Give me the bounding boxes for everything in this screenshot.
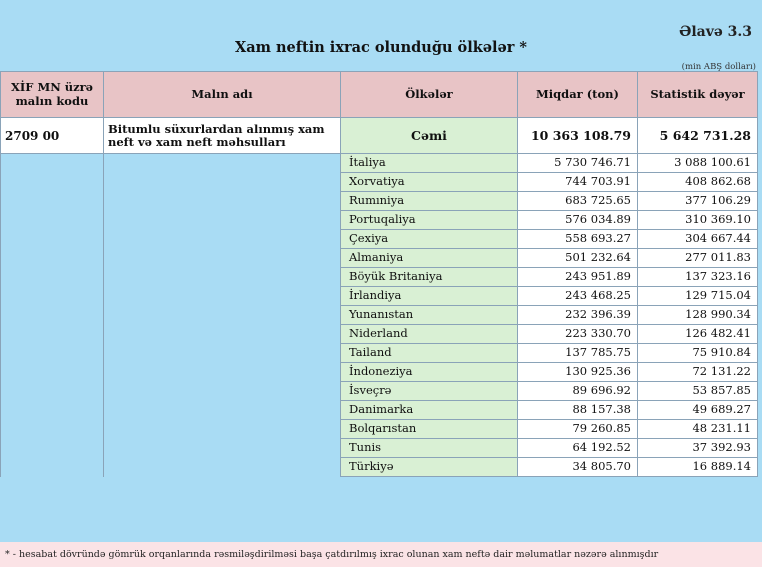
total-quantity: 10 363 108.79	[518, 118, 638, 154]
value-cell: 49 689.27	[638, 401, 758, 420]
value-cell: 37 392.93	[638, 439, 758, 458]
country-cell: Danimarka	[341, 401, 518, 420]
table-row	[1, 154, 758, 173]
empty-name-cell	[104, 268, 341, 287]
country-cell: Çexiya	[341, 230, 518, 249]
quantity-cell: 744 703.91	[518, 173, 638, 192]
quantity-cell: 243 468.25	[518, 287, 638, 306]
country-cell: Tailand	[341, 344, 518, 363]
value-cell: 72 131.22	[638, 363, 758, 382]
country-cell: Niderland	[341, 325, 518, 344]
table-row	[1, 268, 758, 287]
unit-note: (min ABŞ dolları)	[681, 62, 756, 72]
country-cell: Tunis	[341, 439, 518, 458]
value-cell: 128 990.34	[638, 306, 758, 325]
page-title: Xam neftin ixrac olunduğu ölkələr *	[234, 39, 528, 56]
value-cell: 126 482.41	[638, 325, 758, 344]
country-cell: Rumıniya	[341, 192, 518, 211]
value-cell: 3 088 100.61	[638, 154, 758, 173]
table-header-row	[1, 72, 758, 118]
table-row	[1, 306, 758, 325]
value-cell: 129 715.04	[638, 287, 758, 306]
value-cell: 408 862.68	[638, 173, 758, 192]
country-cell: Xorvatiya	[341, 173, 518, 192]
empty-code-cell	[1, 439, 104, 458]
empty-code-cell	[1, 325, 104, 344]
empty-name-cell	[104, 363, 341, 382]
value-cell: 48 231.11	[638, 420, 758, 439]
quantity-cell: 34 805.70	[518, 458, 638, 477]
appendix-label: Əlavə 3.3	[679, 24, 752, 40]
quantity-cell: 232 396.39	[518, 306, 638, 325]
quantity-cell: 88 157.38	[518, 401, 638, 420]
empty-name-cell	[104, 173, 341, 192]
header-quantity: Miqdar (ton)	[518, 72, 638, 118]
table-row	[1, 192, 758, 211]
table-row	[1, 211, 758, 230]
footnote: * - hesabat dövründə gömrük orqanlarında rəsmiləşdirilməsi başa çatdırılmış ixrac olunan xam neftə dair məlumatlar nəzərə alınmışdır	[0, 542, 762, 567]
value-cell: 310 369.10	[638, 211, 758, 230]
table-row	[1, 420, 758, 439]
empty-code-cell	[1, 173, 104, 192]
quantity-cell: 558 693.27	[518, 230, 638, 249]
quantity-cell: 683 725.65	[518, 192, 638, 211]
table-row	[1, 363, 758, 382]
quantity-cell: 501 232.64	[518, 249, 638, 268]
header-name: Malın adı	[104, 72, 341, 118]
empty-name-cell	[104, 287, 341, 306]
header-code: XİF MN üzrə malın kodu	[1, 72, 104, 118]
empty-code-cell	[1, 154, 104, 173]
quantity-cell: 137 785.75	[518, 344, 638, 363]
quantity-cell: 64 192.52	[518, 439, 638, 458]
quantity-cell: 79 260.85	[518, 420, 638, 439]
empty-code-cell	[1, 211, 104, 230]
empty-name-cell	[104, 458, 341, 477]
quantity-cell: 576 034.89	[518, 211, 638, 230]
empty-name-cell	[104, 401, 341, 420]
empty-code-cell	[1, 401, 104, 420]
empty-code-cell	[1, 249, 104, 268]
header-value: Statistik dəyər	[638, 72, 758, 118]
empty-code-cell	[1, 458, 104, 477]
table-row	[1, 230, 758, 249]
country-cell: İtaliya	[341, 154, 518, 173]
total-label: Cəmi	[341, 118, 518, 154]
product-code: 2709 00	[1, 118, 104, 154]
empty-code-cell	[1, 306, 104, 325]
empty-name-cell	[104, 154, 341, 173]
empty-name-cell	[104, 420, 341, 439]
country-cell: Türkiyə	[341, 458, 518, 477]
empty-code-cell	[1, 230, 104, 249]
empty-name-cell	[104, 230, 341, 249]
value-cell: 277 011.83	[638, 249, 758, 268]
empty-code-cell	[1, 344, 104, 363]
value-cell: 377 106.29	[638, 192, 758, 211]
empty-code-cell	[1, 382, 104, 401]
empty-code-cell	[1, 363, 104, 382]
empty-name-cell	[104, 325, 341, 344]
value-cell: 53 857.85	[638, 382, 758, 401]
table-row	[1, 401, 758, 420]
country-cell: Böyük Britaniya	[341, 268, 518, 287]
quantity-cell: 223 330.70	[518, 325, 638, 344]
empty-code-cell	[1, 287, 104, 306]
table-row	[1, 458, 758, 477]
quantity-cell: 89 696.92	[518, 382, 638, 401]
empty-name-cell	[104, 192, 341, 211]
country-cell: İsveçrə	[341, 382, 518, 401]
total-value: 5 642 731.28	[638, 118, 758, 154]
table-row	[1, 173, 758, 192]
value-cell: 137 323.16	[638, 268, 758, 287]
country-cell: Yunanıstan	[341, 306, 518, 325]
table-row	[1, 344, 758, 363]
empty-name-cell	[104, 211, 341, 230]
table-row	[1, 382, 758, 401]
product-name: Bitumlu süxurlardan alınmış xam neft və xam neft məhsulları	[104, 118, 341, 154]
table-row	[1, 249, 758, 268]
table-row	[1, 439, 758, 458]
value-cell: 304 667.44	[638, 230, 758, 249]
quantity-cell: 5 730 746.71	[518, 154, 638, 173]
empty-code-cell	[1, 268, 104, 287]
value-cell: 75 910.84	[638, 344, 758, 363]
empty-name-cell	[104, 249, 341, 268]
country-cell: Almaniya	[341, 249, 518, 268]
value-cell: 16 889.14	[638, 458, 758, 477]
table-row	[1, 287, 758, 306]
table-row	[1, 325, 758, 344]
empty-name-cell	[104, 306, 341, 325]
country-cell: İrlandiya	[341, 287, 518, 306]
empty-name-cell	[104, 439, 341, 458]
empty-code-cell	[1, 192, 104, 211]
quantity-cell: 243 951.89	[518, 268, 638, 287]
total-row	[1, 118, 758, 154]
country-cell: Portuqaliya	[341, 211, 518, 230]
export-table	[0, 71, 758, 477]
quantity-cell: 130 925.36	[518, 363, 638, 382]
empty-name-cell	[104, 344, 341, 363]
empty-code-cell	[1, 420, 104, 439]
header-country: Ölkələr	[341, 72, 518, 118]
country-cell: Bolqarıstan	[341, 420, 518, 439]
empty-name-cell	[104, 382, 341, 401]
country-cell: İndoneziya	[341, 363, 518, 382]
